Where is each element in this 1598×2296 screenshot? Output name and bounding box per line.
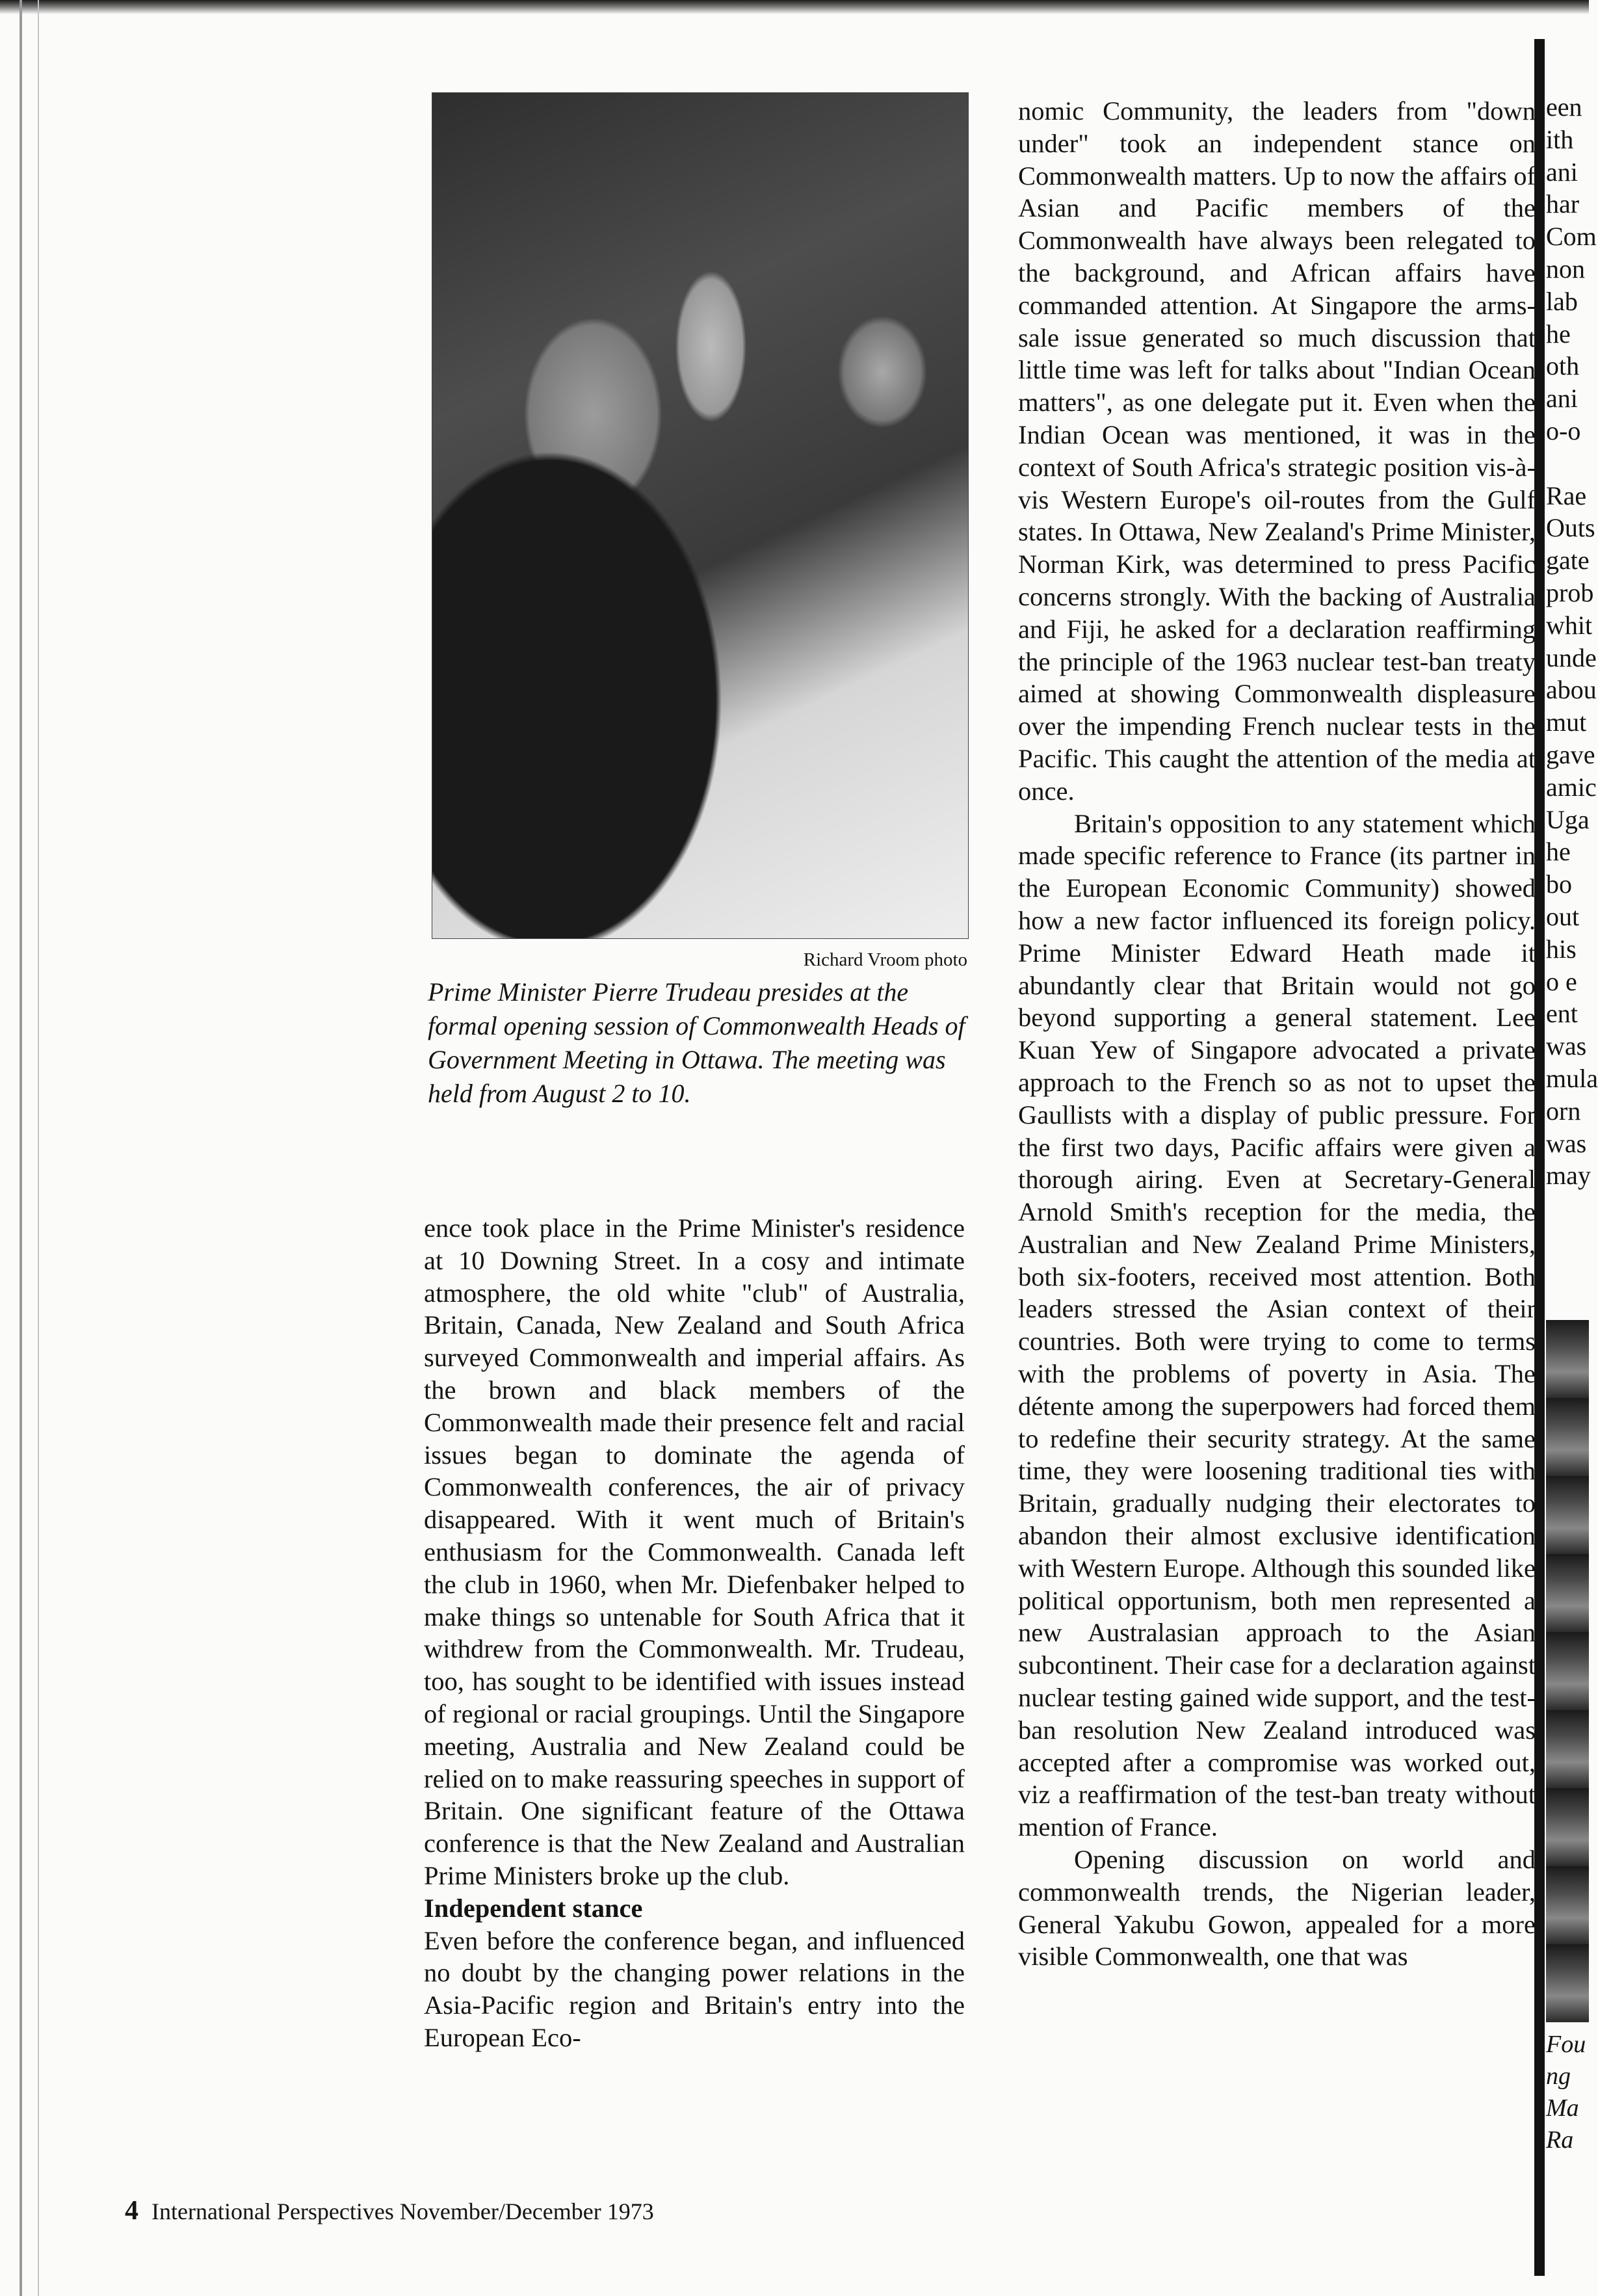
margin-fragment: Uga bbox=[1546, 804, 1590, 834]
margin-fragment: o e bbox=[1546, 966, 1577, 996]
article-paragraph: Opening discussion on world and commonwealth trends, the Nigerian leader, General Yakubu Gowon, appealed for a more visible Commonwealth, one that was bbox=[1018, 1845, 1536, 1972]
margin-fragment: he bbox=[1546, 319, 1571, 349]
margin-fragment: Ma bbox=[1546, 2094, 1579, 2122]
article-paragraph: nomic Community, the leaders from "down under" took an independent stance on Commonwealth matters. Up to now the affairs of Asian and Pacific members of the Commonwealth have always been relegated to the background, and African affairs have commanded attention. At Singapore the arms-sale issue generated so much discussion that little time was left for talks about "Indian Ocean matters", as one delegate put it. Even when the Indian Ocean was mentioned, it was in the context of South Africa's strategic position vis-à-vis Western Europe's oil-routes from the Gulf states. In Ottawa, New Zealand's Prime Minister, Norman Kirk, was determined to press Pacific concerns strongly. With the backing of Australia and Fiji, he asked for a declaration reaffirming the principle of the 1963 nuclear test-ban treaty aimed at showing Commonwealth displeasure over the impending French nuclear tests in the Pacific. This caught the attention of the media at once. bbox=[1018, 96, 1536, 806]
adjacent-page-photo bbox=[1546, 1320, 1589, 2022]
margin-fragment: Com bbox=[1546, 222, 1597, 252]
page-footer bbox=[125, 2195, 654, 2226]
margin-fragment: ani bbox=[1546, 157, 1578, 187]
margin-fragment bbox=[1546, 447, 1589, 480]
binding-edge bbox=[20, 0, 22, 2296]
margin-fragment: gate bbox=[1546, 546, 1590, 575]
article-paragraph: Even before the conference began, and influenced no doubt by the changing power relations in the Asia-Pacific region and Britain's entry into the European Eco- bbox=[424, 1925, 965, 2052]
margin-fragment: prob bbox=[1546, 577, 1594, 607]
page-gutter bbox=[1534, 39, 1545, 2276]
margin-fragment: Ra bbox=[1546, 2126, 1574, 2154]
margin-fragment: may bbox=[1546, 1161, 1591, 1191]
article-paragraph: Britain's opposition to any statement which made specific reference to France (its partner in the European Economic Community) showed how a new factor influenced its foreign policy. Prime Minister Edward Heath made it abundantly clear that Britain would not go beyond supporting a general statement. Lee Kuan Yew of Singapore advocated a private approach to the French so as not to upset the Gaullists with a display of public pressure. For the first two days, Pacific affairs were given a thorough airing. Even at Secretary-General Arnold Smith's reception for the media, the Australian and New Zealand Prime Ministers, both six-footers, received most attention. Both leaders stressed the Asian context of their countries. Both were trying to come to terms with the problems of poverty in Asia. The détente among the superpowers had forced them to redefine their security strategy. At the same time, they were loosening traditional ties with Britain, gradually nudging their electorates to abandon their almost exclusive identification with Western Europe. Although this sounded like political opportunism, both men represented a new Australasian approach to the Asian subcontinent. Their case for a declaration against nuclear testing gained wide support, and the test-ban resolution New Zealand introduced was accepted after a compromise was worked out, viz a reaffirmation of the test-ban treaty without mention of France. bbox=[1018, 808, 1536, 1842]
section-subhead: Independent stance bbox=[424, 1893, 643, 1923]
margin-fragment: ng bbox=[1546, 2063, 1571, 2090]
margin-fragment: amic bbox=[1546, 772, 1597, 802]
margin-fragment: o-o bbox=[1546, 416, 1581, 445]
publication-line: International Perspectives November/December 1973 bbox=[151, 2198, 654, 2224]
article-column-left bbox=[424, 1212, 965, 2054]
trudeau-meeting-photo bbox=[432, 92, 969, 939]
margin-fragment: abou bbox=[1546, 675, 1597, 705]
adjacent-page-caption bbox=[1546, 2029, 1589, 2198]
margin-fragment: he bbox=[1546, 837, 1571, 867]
margin-fragment: unde bbox=[1546, 642, 1597, 672]
margin-fragment: was bbox=[1546, 1128, 1587, 1158]
adjacent-page-text bbox=[1546, 91, 1598, 1274]
binding-edge-inner bbox=[38, 0, 39, 2296]
margin-fragment: ent bbox=[1546, 999, 1578, 1029]
photo-caption: Prime Minister Pierre Trudeau presides at the formal opening session of Commonwealth Heads of Government Meeting in Ottawa. The meeting was held from August 2 to 10. bbox=[428, 977, 965, 1108]
article-column-right bbox=[1018, 95, 1536, 1973]
margin-fragment: een bbox=[1546, 92, 1582, 122]
margin-fragment: gave bbox=[1546, 739, 1595, 769]
margin-fragment: his bbox=[1546, 934, 1577, 964]
article-paragraph: ence took place in the Prime Minister's residence at 10 Downing Street. In a cosy and intimate atmosphere, the old white "club" of Australia, Britain, Canada, New Zealand and South Africa surveyed Commonwealth and imperial affairs. As the brown and black members of the Commonwealth made their presence felt and racial issues began to dominate the agenda of Commonwealth conferences, the air of privacy disappeared. With it went much of Britain's enthusiasm for the Commonwealth. Canada left the club in 1960, when Mr. Diefenbaker helped to make things so untenable for South Africa that it withdrew from the Commonwealth. Mr. Trudeau, too, has sought to be identified with issues instead of regional or racial groupings. Until the Singapore meeting, Australia and New Zealand could be relied on to make reassuring speeches in support of Britain. One significant feature of the Ottawa conference is that the New Zealand and Australian Prime Ministers broke up the club. bbox=[424, 1213, 965, 1890]
margin-fragment: ani bbox=[1546, 384, 1578, 414]
page-number: 4 bbox=[125, 2196, 138, 2226]
photo-credit: Richard Vroom photo bbox=[803, 949, 967, 970]
margin-fragment: was bbox=[1546, 1031, 1587, 1061]
margin-fragment: Fou bbox=[1546, 2031, 1586, 2058]
margin-fragment: whit bbox=[1546, 610, 1593, 640]
margin-fragment: mula bbox=[1546, 1063, 1598, 1093]
margin-fragment: orn bbox=[1546, 1096, 1581, 1126]
margin-fragment: non bbox=[1546, 254, 1585, 284]
margin-fragment: mut bbox=[1546, 707, 1587, 737]
page-top-shadow bbox=[0, 0, 1589, 14]
margin-fragment: out bbox=[1546, 901, 1580, 931]
margin-fragment: har bbox=[1546, 189, 1580, 219]
margin-fragment: lab bbox=[1546, 286, 1578, 316]
margin-fragment: ith bbox=[1546, 124, 1574, 154]
margin-fragment: Rae bbox=[1546, 481, 1587, 510]
margin-fragment: bo bbox=[1546, 869, 1572, 899]
margin-fragment: oth bbox=[1546, 351, 1580, 381]
margin-fragment: Outs bbox=[1546, 513, 1595, 543]
